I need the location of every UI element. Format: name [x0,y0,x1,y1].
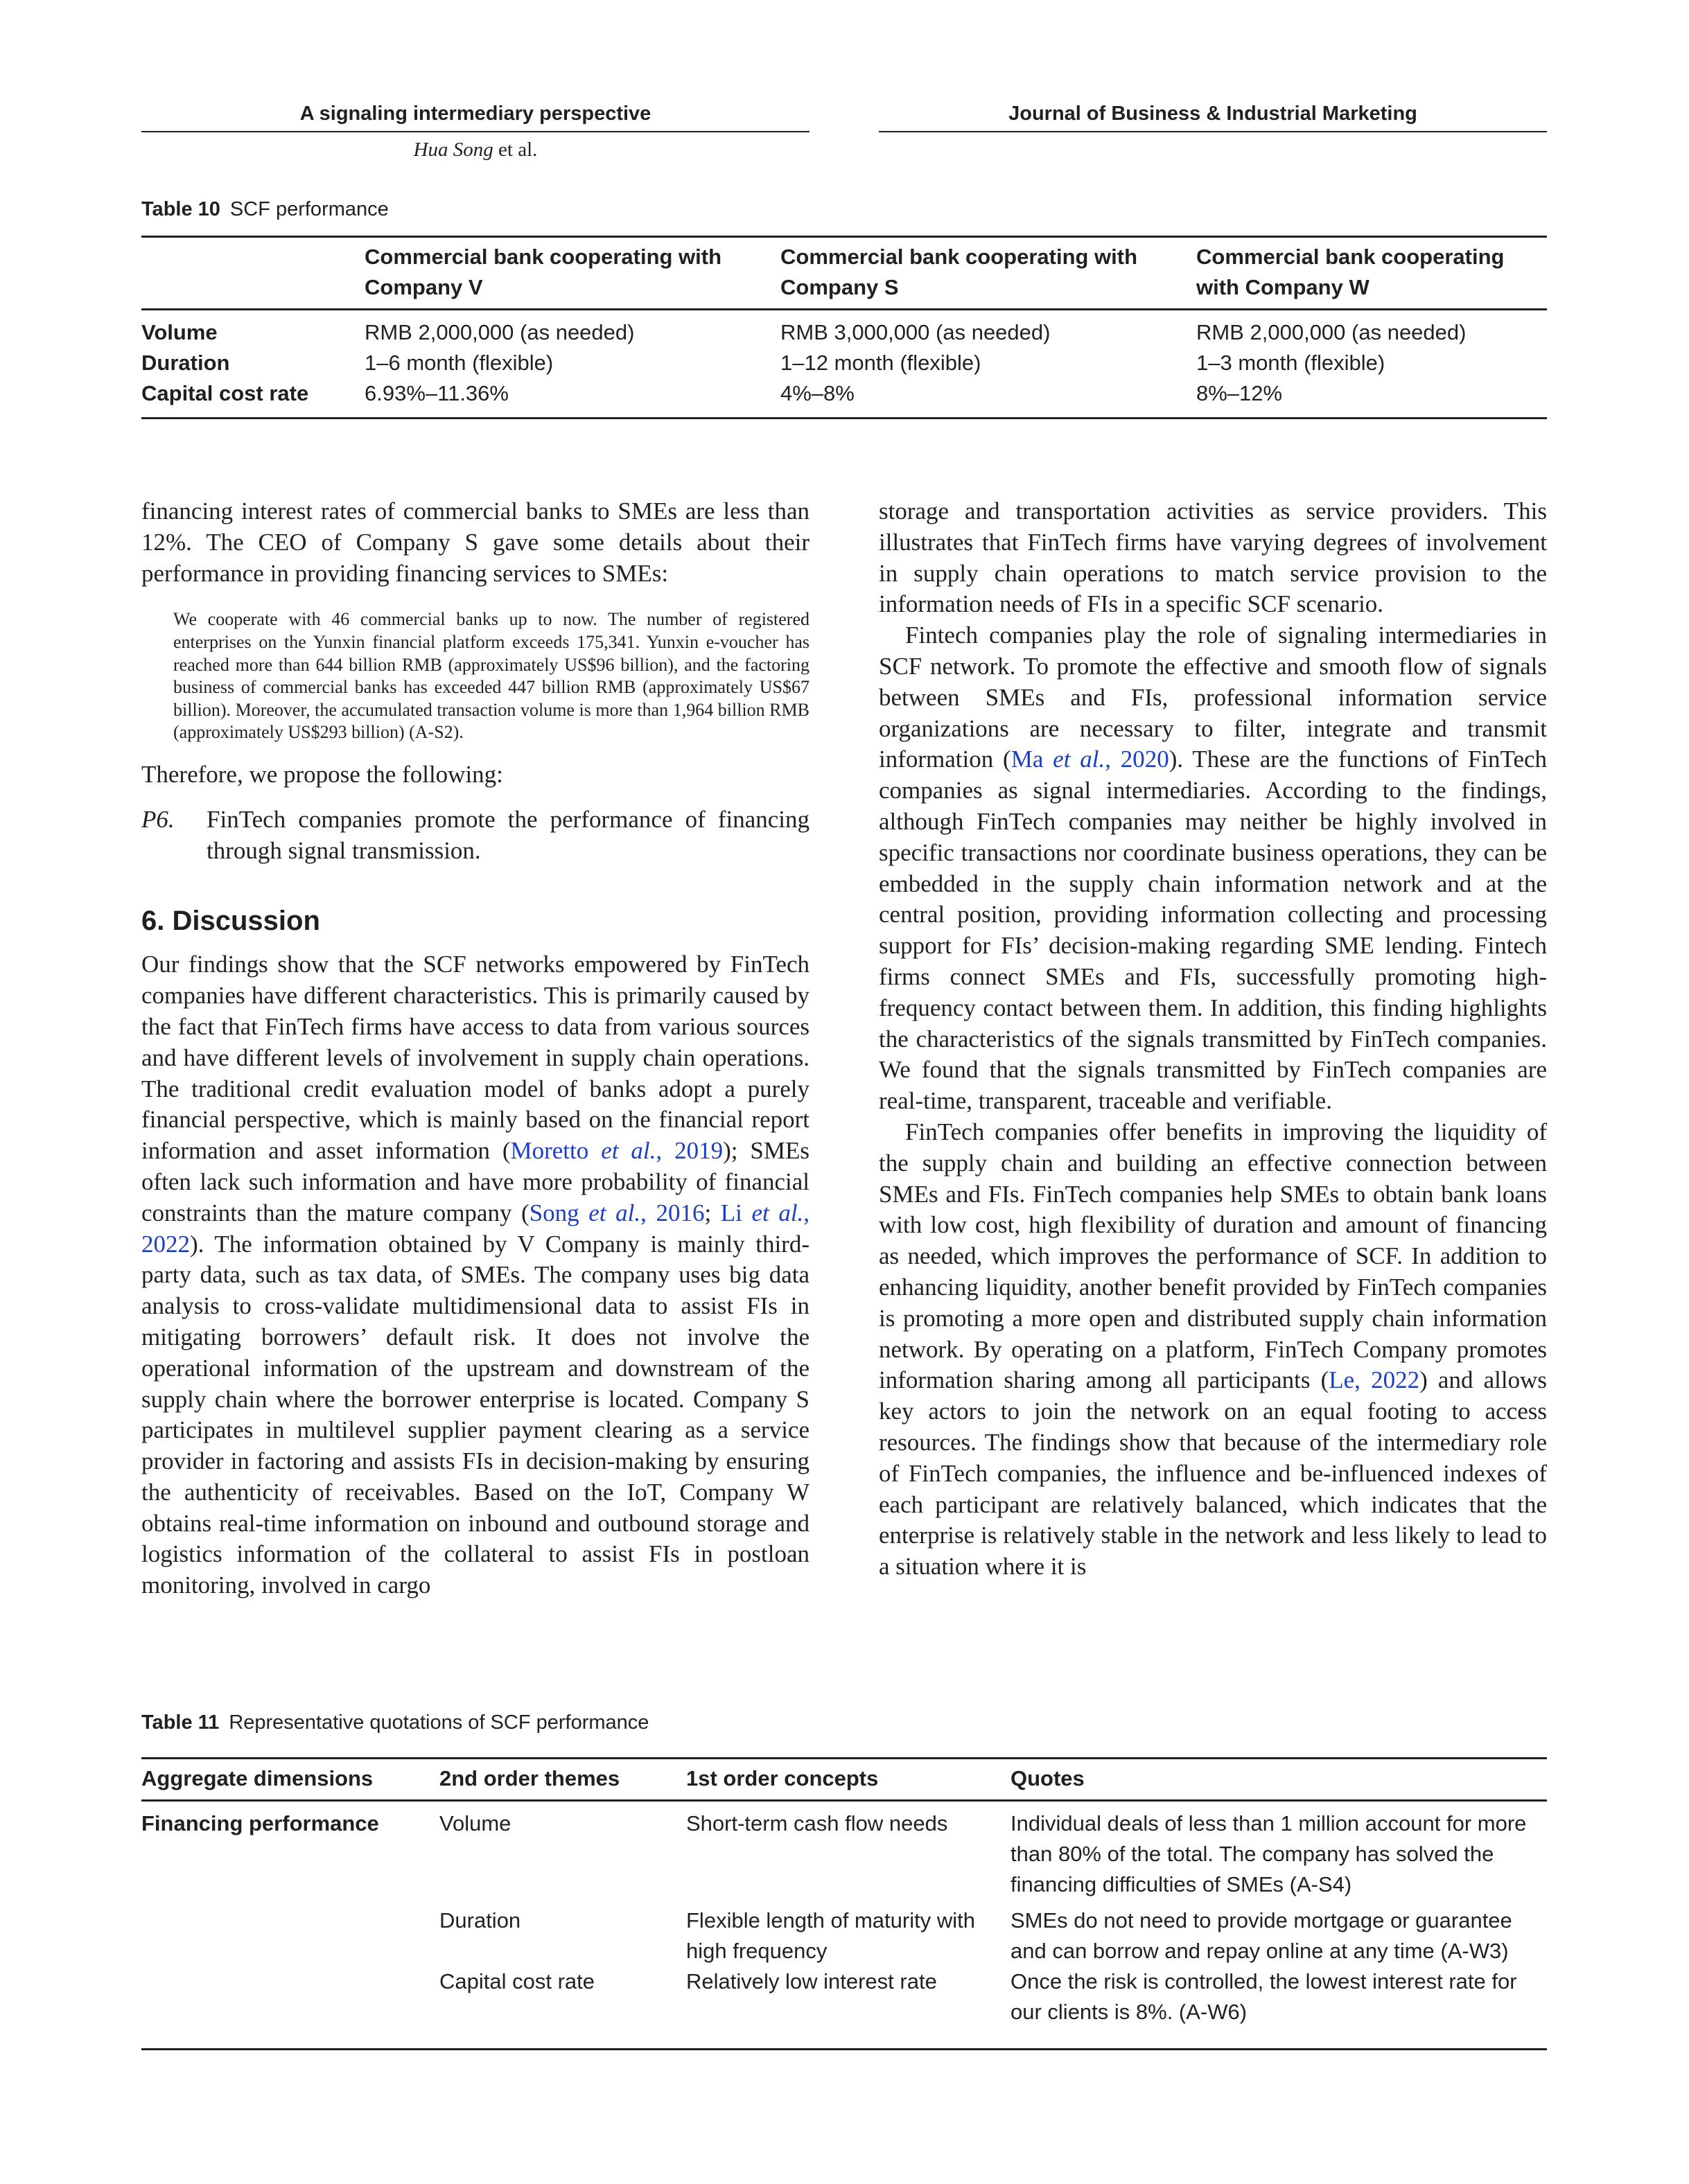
text-run: ); SMEs often lack such information and have more probability of financial constraints than the mature company ( [141,1137,810,1226]
right-column [879,496,1547,1583]
author-suffix: et al. [493,139,538,161]
citation-year: , 2020 [1105,746,1169,773]
citation-author: Ma [1010,746,1053,773]
first-order-concept: Flexible length of maturity with high frequency [686,1908,975,1963]
table-cell: 4%–8% [780,381,855,405]
table-row [141,1900,1547,1966]
citation-etal: et al. [601,1137,656,1165]
table-header-row [141,237,1547,310]
column-header: Commercial bank cooperating with Company V [365,245,722,299]
first-order-concept: Relatively low interest rate [686,1969,937,1993]
citation-author: Moretto [510,1137,602,1165]
column-header [141,237,365,310]
table-row [141,310,1547,349]
aggregate-dimension: Financing performance [141,1811,379,1835]
citation-author: Li [720,1199,752,1226]
table-header-row [141,1759,1547,1801]
citation-link-song[interactable] [530,1199,705,1226]
column-header: Commercial bank cooperating with Company S [780,245,1138,299]
citation-year: , 2022 [141,1199,810,1258]
text-run: Our findings show that the SCF networks empowered by FinTech companies have different characteristics. This is primarily caused by the fact that FinTech firms have access to data from various sources and have different levels of involvement in supply chain operations. The traditional credit evaluation model of banks adopt a purely financial perspective, which is mainly based on the financial report information and asset information ( [141,951,810,1165]
column-header: Quotes [1010,1766,1085,1790]
citation-year: , 2016 [640,1199,705,1226]
table-row [141,1966,1547,2050]
author-name: Hua Song [413,139,493,161]
column-header: 2nd order themes [439,1766,620,1790]
aggregate-dimension [141,1966,439,2050]
row-label: Duration [141,351,230,375]
table-cell: 1–12 month (flexible) [780,351,981,375]
second-order-theme: Duration [439,1908,521,1932]
running-header-authors [141,139,810,161]
body-paragraph [879,1117,1547,1583]
citation-etal: et al. [1053,746,1105,773]
citation-year: , 2019 [656,1137,724,1165]
table-11-label: Table 11 [141,1711,220,1734]
text-run: ). These are the functions of FinTech companies as signal intermediaries. According to the findings, although FinTech companies may neither be highly involved in specific transactions nor coordinate business operations, they can be embedded in the supply chain information network and at the central position, providing information collecting and processing support for FIs’ decision-making regarding SME lending. Fintech firms connect SMEs and FIs, successfully promoting high-frequency contact between them. In addition, this finding highlights the characteristics of the signals transmitted by FinTech companies. We found that the signals transmitted by FinTech companies are real-time, transparent, traceable and verifiable. [879,746,1548,1115]
block-quote: We cooperate with 46 commercial banks up to now. The number of registered enterprises on the Yunxin financial platform exceeds 175,341. Yunxin e-voucher has reached more than 644 billion RMB (approximately US$96 billion), and the factoring business of commercial banks has exceeded 447 billion RMB (approximately US$67 billion). Moreover, the accumulated transaction volume is more than 1,964 billion RMB (approximately US$293 billion) (A-S2). [173,609,810,743]
table-cell: 6.93%–11.36% [365,381,509,405]
quote-cell: SMEs do not need to provide mortgage or guarantee and can borrow and repay online at any time (A-W3) [1010,1908,1512,1963]
citation-link-moretto[interactable] [511,1137,724,1164]
first-order-concept: Short-term cash flow needs [686,1811,948,1835]
text-run: Fintech companies play the role of signaling intermediaries in SCF network. To promote the effective and smooth flow of signals between SMEs and FIs, professional information service organizations are necessary to filter, integrate and transmit information ( [879,622,1547,773]
second-order-theme: Capital cost rate [439,1969,595,1993]
column-header: Commercial bank cooperating with Company W [1196,245,1505,299]
header-rule-right [879,131,1547,132]
journal-title: Journal of Business & Industrial Marketing [1008,103,1417,125]
text-run: ; [704,1199,721,1226]
row-label: Volume [141,320,218,344]
section-heading: 6. Discussion [141,906,320,937]
column-header: Aggregate dimensions [141,1766,374,1790]
body-paragraph [879,620,1547,1117]
proposition [141,804,810,867]
table-row [141,378,1547,419]
table-10-title: SCF performance [229,198,389,220]
table-cell: RMB 2,000,000 (as needed) [365,320,635,344]
table-cell: RMB 2,000,000 (as needed) [1196,320,1467,344]
proposition-text: FinTech companies promote the performance of financing through signal transmission. [207,805,810,864]
text-run: ) and allows key actors to join the network on an equal footing to access resources. The findings show that because of the intermediary role of FinTech companies, the influence and be-influenced indexes of each participant are relatively balanced, which indicates that the enterprise is relatively stable in the network and less likely to lead to a situation where it is [879,1366,1547,1580]
text-run: ). The information obtained by V Company is mainly third-party data, such as tax data, of SMEs. The company uses big data analysis to cross-validate multidimensional data to assist FIs in mitigating borrowers’ default risk. It does not involve the operational information of the upstream and downstream of the supply chain where the borrower enterprise is located. Company S participates in multilevel supplier payment clearing as a service provider in factoring and assists FIs in decision-making by ensuring the authenticity of receivables. Based on the IoT, Company W obtains real-time information on inbound and outbound storage and logistics information of the collateral to assist FIs in postloan monitoring, involved in cargo [141,1230,810,1599]
citation-link-ma[interactable] [1011,746,1169,773]
second-order-theme: Volume [439,1811,511,1835]
running-header-title: A signaling intermediary perspective [299,103,651,125]
body-paragraph: storage and transportation activities as service providers. This illustrates that FinTech firms have varying degrees of involvement in supply chain operations to match service provision to the information needs of FIs in a specific SCF scenario. [879,497,1547,618]
row-label: Capital cost rate [141,381,309,405]
table-10-label: Table 10 [141,198,220,220]
quote-cell: Once the risk is controlled, the lowest interest rate for our clients is 8%. (A-W6) [1010,1969,1517,2024]
citation-author: Song [529,1199,589,1226]
table-cell: 1–3 month (flexible) [1196,351,1385,375]
table-11-title: Representative quotations of SCF performance [229,1711,649,1734]
table-row [141,1801,1547,1901]
column-header: 1st order concepts [686,1766,879,1790]
table-11 [141,1757,1547,2050]
body-paragraph [141,949,810,1601]
table-11-caption [141,1711,649,1734]
text-run: FinTech companies offer benefits in improving the liquidity of the supply chain and building an effective connection between SMEs and FIs. FinTech companies help SMEs to obtain bank loans with low cost, high flexibility of duration and amount of financing as needed, which improves the performance of SCF. In addition to enhancing liquidity, another benefit provided by FinTech companies is promoting a more open and distributed supply chain information network. By operating on a platform, FinTech Company promotes information sharing among all participants ( [879,1118,1547,1394]
citation-etal: et al. [588,1199,641,1226]
aggregate-dimension [141,1900,439,1966]
left-column [141,496,810,1601]
table-10-caption [141,198,389,221]
citation-link-le[interactable]: Le, 2022 [1329,1366,1420,1394]
table-cell: RMB 3,000,000 (as needed) [780,320,1051,344]
citation-etal: et al. [751,1199,804,1226]
table-cell: 8%–12% [1196,381,1283,405]
header-rule-left [141,131,810,132]
table-cell: 1–6 month (flexible) [365,351,554,375]
quote-cell: Individual deals of less than 1 million account for more than 80% of the total. The company has solved the financing difficulties of SMEs (A-S4) [1010,1811,1527,1896]
table-row [141,348,1547,378]
proposition-label: P6. [141,805,175,833]
body-paragraph: Therefore, we propose the following: [141,760,503,788]
body-paragraph: financing interest rates of commercial banks to SMEs are less than 12%. The CEO of Company S gave some details about their performance in providing financing services to SMEs: [141,497,810,587]
table-10 [141,236,1547,419]
